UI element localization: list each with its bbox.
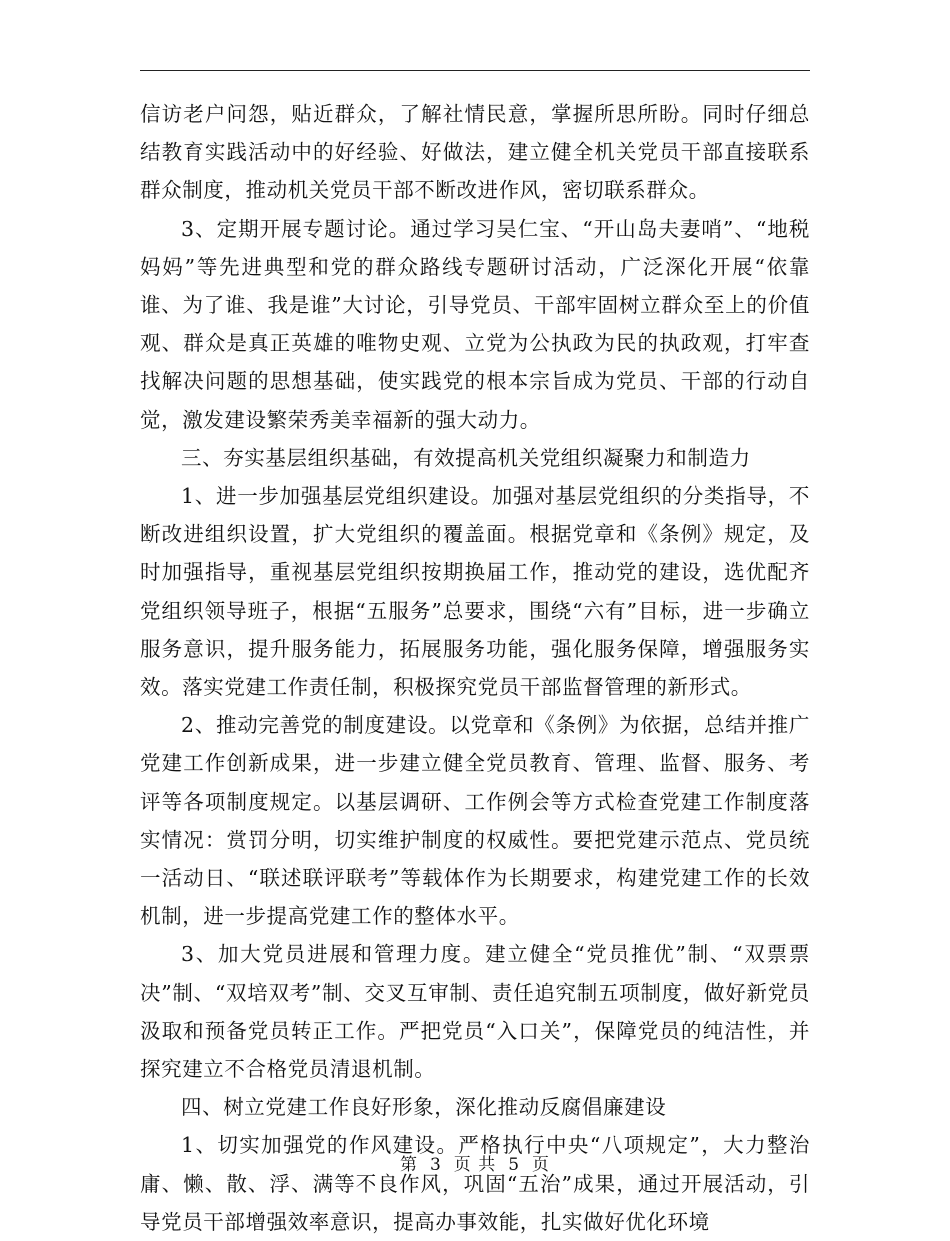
page-footer	[0, 1150, 950, 1175]
footer-page-number: 3	[429, 1155, 442, 1175]
header-rule	[140, 70, 810, 71]
footer-prefix: 第	[399, 1155, 418, 1175]
paragraph: 信访老户问怨，贴近群众，了解社情民意，掌握所思所盼。同时仔细总结教育实践活动中的好经验、好做法，建立健全机关党员干部直接联系群众制度，推动机关党员干部不断改进作风，密切联系群众。	[140, 102, 810, 203]
body-text	[140, 95, 810, 1241]
paragraph: 3、加大党员进展和管理力度。建立健全“党员推优”制、“双票票决”制、“双培双考”制、交叉互审制、责任追究制五项制度，做好新党员汲取和预备党员转正工作。严把党员“入口关”，保障党员的纯洁性，并探究建立不合格党员清退机制。	[140, 942, 810, 1082]
paragraph: 3、定期开展专题讨论。通过学习吴仁宝、“开山岛夫妻哨”、“地税妈妈”等先进典型和党的群众路线专题研讨活动，广泛深化开展“依靠谁、为了谁、我是谁”大讨论，引导党员、干部牢固树立群众至上的价值观、群众是真正英雄的唯物史观、立党为公执政为民的执政观，打牢查找解决问题的思想基础，使实践党的根本宗旨成为党员、干部的行动自觉，激发建设繁荣秀美幸福新的强大动力。	[140, 216, 810, 432]
footer-total-pages: 5	[508, 1155, 521, 1175]
footer-suffix: 页	[532, 1155, 551, 1175]
section-heading: 四、树立党建工作良好形象，深化推动反腐倡廉建设	[181, 1095, 667, 1120]
paragraph: 2、推动完善党的制度建设。以党章和《条例》为依据，总结并推广党建工作创新成果，进一步建立健全党员教育、管理、监督、服务、考评等各项制度规定。以基层调研、工作例会等方式检查党建工作制度落实情况：赏罚分明，切实维护制度的权威性。要把党建示范点、党员统一活动日、“联述联评联考”等载体作为长期要求，构建党建工作的长效机制，进一步提高党建工作的整体水平。	[140, 713, 810, 929]
footer-middle: 页 共	[453, 1155, 497, 1175]
paragraph: 1、切实加强党的作风建设。严格执行中央“八项规定”，大力整治庸、懒、散、浮、满等不良作风，巩固“五治”成果，通过开展活动，引导党员干部增强效率意识，提高办事效能，扎实做好优化环境	[140, 1133, 810, 1234]
paragraph: 1、进一步加强基层党组织建设。加强对基层党组织的分类指导，不断改进组织设置，扩大党组织的覆盖面。根据党章和《条例》规定，及时加强指导，重视基层党组织按期换届工作，推动党的建设，选优配齐党组织领导班子，根据“五服务”总要求，围绕“六有”目标，进一步确立服务意识，提升服务能力，拓展服务功能，强化服务保障，增强服务实效。落实党建工作责任制，积极探究党员干部监督管理的新形式。	[140, 484, 810, 700]
section-heading: 三、夯实基层组织基础，有效提高机关党组织凝聚力和制造力	[181, 445, 751, 470]
